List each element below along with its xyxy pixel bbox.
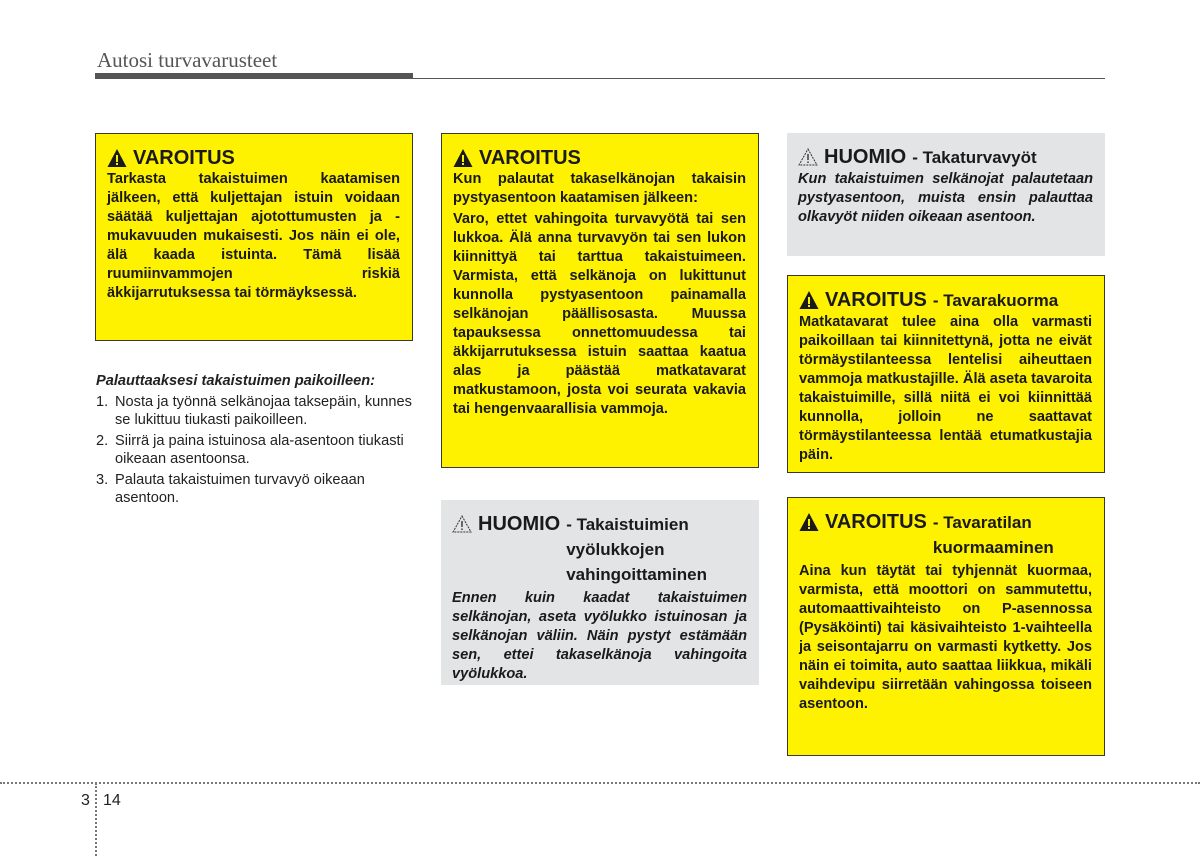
caution-triangle-icon <box>452 514 472 534</box>
step-text: Palauta takaistuimen turvavyö oikeaan asentoon. <box>115 471 365 506</box>
warning-subtitle: - Tavaratilan kuormaaminen <box>932 513 1054 557</box>
step-item <box>96 432 414 469</box>
chapter-number: 3 <box>81 792 90 809</box>
caution-text: Ennen kuin kaadat takaistuimen selkänojan, aseta vyölukko istuinosan ja selkänojan väliin. Näin pystyt estämään sen, ettei takaselkänoja vahingoita vyölukkoa. <box>452 590 747 682</box>
caution-triangle-icon <box>798 147 818 167</box>
header-bar <box>95 73 413 79</box>
warning-text: Aina kun täytät tai tyhjennät kuormaa, varmista, että moottori on sammutettu, automaattivaihteisto on P-asennossa (Pysäköinti) tai käsivaihteisto 1-vaihteella ja seisontajarru on varmasti kytketty. Jos näin ei toimita, auto saattaa liikkua, mikäli vaihdevipu siirretään vahingossa toiseen asentoon. <box>799 563 1092 712</box>
warning-box-backrest-return <box>441 133 759 468</box>
warning-box-cargo-loading <box>787 497 1105 756</box>
warning-label: VAROITUS <box>133 147 235 169</box>
caution-subtitle: - Takaturvavyöt <box>912 148 1037 167</box>
caution-label: HUOMIO <box>478 513 561 535</box>
warning-intro: Kun palautat takaselkänojan takaisin pystyasentoon kaatamisen jälkeen: <box>453 171 746 206</box>
warning-box-cargo-load <box>787 275 1105 473</box>
warning-label: VAROITUS <box>825 289 927 311</box>
page-number: 14 <box>103 792 121 809</box>
warning-triangle-icon <box>107 148 127 168</box>
warning-subtitle: - Tavarakuorma <box>932 291 1059 310</box>
caution-label: HUOMIO <box>824 146 907 168</box>
section-title: Autosi turvavarusteet <box>97 48 278 72</box>
warning-text: Matkatavarat tulee aina olla varmasti paikoillaan tai kiinnitettynä, jotta ne eivät törmäystilanteessa lentelisi aiheuttaen vammoja matkustajille. Älä aseta tavaroita takaistuimille, sillä niitä ei voi kiinnittää kunnolla, jolloin ne saattavat törmäystilanteessa lentää etumatkustajia päin. <box>799 314 1092 463</box>
warning-text: Tarkasta takaistuimen kaatamisen jälkeen, että kuljettajan istuin voidaan säätää kuljettajan ajotottumusten ja -mukavuuden mukaisesti. Jos näin ei ole, älä kaada istuinta. Tämä lisää ruumiinvammojen riskiä äkkijarrutuksessa tai törmäyksessä. <box>107 171 400 301</box>
step-item <box>96 471 414 508</box>
warning-label: VAROITUS <box>825 511 927 533</box>
warning-triangle-icon <box>799 290 819 310</box>
footer-divider <box>95 783 97 856</box>
caution-box-buckles <box>441 500 759 685</box>
warning-box-seat-adjust <box>95 133 413 341</box>
warning-text: Varo, ettet vahingoita turvavyötä tai sen lukkoa. Älä anna turvavyön tai sen lukon kiinnittyä tai tarttua takaistuimeen. Varmista, että selkänoja on lukittunut kunnolla pystyasentoon painamalla selkänojan päällisosasta. Muussa tapauksessa onnettomuudessa tai äkkijarrutuksessa istuin saattaa kaatua alas ja päästää matkatavarat matkustamoon, josta voi seurata vakavia tai hengenvaarallisia vammoja. <box>453 211 746 417</box>
step-number: 2. <box>96 432 109 449</box>
footer-rule <box>0 782 1200 784</box>
warning-triangle-icon <box>453 148 473 168</box>
step-text: Nosta ja työnnä selkänojaa taksepäin, kunnes se lukittuu tiukasti paikoilleen. <box>115 393 412 428</box>
header-rule <box>413 78 1105 79</box>
instructions-heading: Palauttaaksesi takaistuimen paikoilleen: <box>96 373 376 389</box>
steps-list <box>96 393 414 508</box>
step-number: 1. <box>96 393 109 410</box>
instructions <box>96 372 414 510</box>
caution-subtitle: - Takaistuimien vyölukkojen vahingoittaminen <box>566 515 707 584</box>
caution-text: Kun takaistuimen selkänojat palautetaan pystyasentoon, muista ensin palauttaa olkavyöt niiden oikeaan asentoon. <box>798 171 1093 225</box>
warning-triangle-icon <box>799 512 819 532</box>
warning-label: VAROITUS <box>479 147 581 169</box>
step-item <box>96 393 414 430</box>
step-text: Siirrä ja paina istuinosa ala-asentoon tiukasti oikeaan asentoonsa. <box>115 432 404 467</box>
caution-box-rear-belts <box>787 133 1105 256</box>
step-number: 3. <box>96 471 109 488</box>
